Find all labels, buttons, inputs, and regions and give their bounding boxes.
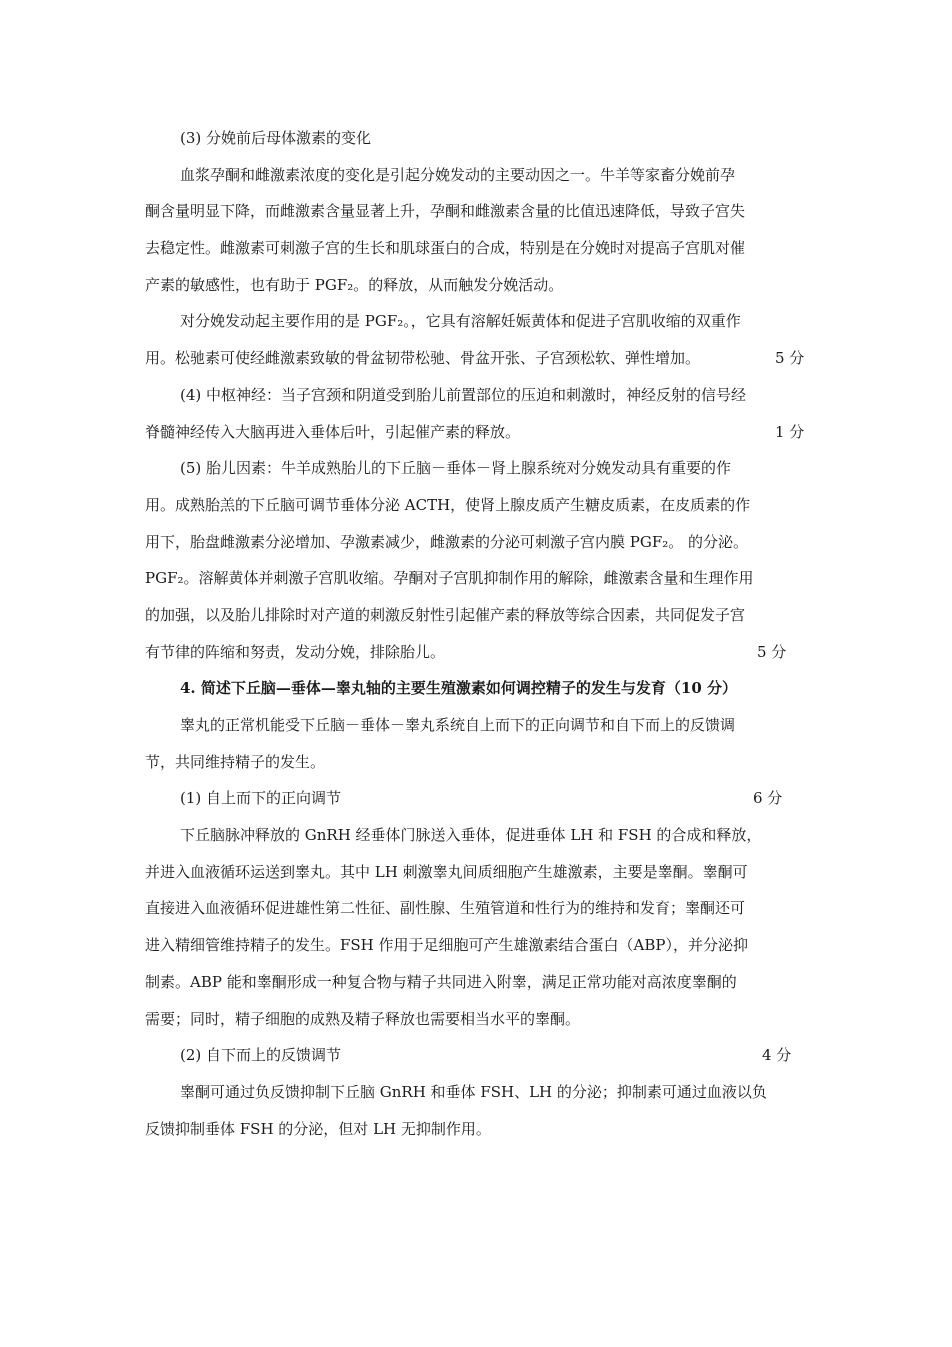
text-line [145,120,810,157]
line-text: 的加强，以及胎儿排除时对产道的刺激反射性引起催产素的释放等综合因素，共同促发子宫 [145,605,746,624]
text-line [145,230,810,267]
line-text: 去稳定性。雌激素可刺激子宫的生长和肌球蛋白的合成，特别是在分娩时对提高子宫肌对催 [145,239,746,258]
line-text: 血浆孕酮和雌激素浓度的变化是引起分娩发动的主要动因之一。牛羊等家畜分娩前孕 [180,165,736,184]
line-text: 对分娩发动起主要作用的是 PGF₂。，它具有溶解妊娠黄体和促进子宫肌收缩的双重作 [180,312,741,331]
line-text: 酮含量明显下降，而雌激素含量显著上升，孕酮和雌激素含量的比值迅速降低，导致子宫失 [145,202,746,221]
text-line [145,193,810,230]
text-line [145,597,810,634]
text-line [145,1037,810,1074]
text-line [145,707,810,744]
line-text: 节，共同维持精子的发生。 [145,752,326,771]
text-body [145,120,810,1147]
text-line [145,1074,810,1111]
text-line [145,340,810,377]
text-line [145,854,810,891]
line-text: 进入精细管维持精子的发生。FSH 作用于足细胞可产生雄激素结合蛋白（ABP），并分泌抑 [145,936,748,955]
score-label: 1 分 [775,422,805,441]
text-line [145,487,810,524]
text-line [145,157,810,194]
line-text: (3) 分娩前后母体激素的变化 [180,129,372,147]
line-text: 4. 简述下丘脑—垂体—睾丸轴的主要生殖激素如何调控精子的发生与发育（10 分） [180,679,737,698]
text-line [145,450,810,487]
score-label: 6 分 [753,789,783,808]
line-text: 用。松驰素可使经雌激素致敏的骨盆韧带松驰、骨盆开张、子宫颈松软、弹性增加。 [145,349,701,368]
text-line [145,634,810,671]
text-line [145,890,810,927]
text-line [145,1111,810,1148]
line-text: 下丘脑脉冲释放的 GnRH 经垂体门脉送入垂体，促进垂体 LH 和 FSH 的合成和释放， [180,826,762,845]
line-text: (5) 胎儿因素：牛羊成熟胎儿的下丘脑－垂体－肾上腺系统对分娩发动具有重要的作 [180,459,732,478]
text-line [145,524,810,561]
text-line [145,303,810,340]
text-line [145,817,810,854]
line-text: 产素的敏感性，也有助于 PGF₂。的释放，从而触发分娩活动。 [145,275,564,294]
line-text: 反馈抑制垂体 FSH 的分泌，但对 LH 无抑制作用。 [145,1119,491,1138]
text-line [145,1001,810,1038]
line-text: 制素。ABP 能和睾酮形成一种复合物与精子共同进入附睾，满足正常功能对高浓度睾酮的 [145,972,737,991]
text-line [145,927,810,964]
text-line [145,414,810,451]
line-text: 用下，胎盘雌激素分泌增加、孕激素减少，雌激素的分泌可刺激子宫内膜 PGF₂。 的分泌。 [145,532,749,551]
text-line [145,780,810,817]
text-line [145,560,810,597]
text-line [145,744,810,781]
text-line [145,267,810,304]
line-text: 睾酮可通过负反馈抑制下丘脑 GnRH 和垂体 FSH、LH 的分泌；抑制素可通过血液以负 [180,1082,767,1101]
text-line [145,377,810,414]
line-text: 直接进入血液循环促进雄性第二性征、副性腺、生殖管道和性行为的维持和发育；睾酮还可 [145,899,746,918]
score-label: 5 分 [775,349,805,368]
line-text: PGF₂。溶解黄体并刺激子宫肌收缩。孕酮对子宫肌抑制作用的解除，雌激素含量和生理作用 [145,569,754,588]
text-line [145,964,810,1001]
line-text: 脊髓神经传入大脑再进入垂体后叶，引起催产素的释放。 [145,422,521,441]
line-text: 并进入血液循环运送到睾丸。其中 LH 刺激睾丸间质细胞产生雄激素，主要是睾酮。睾酮可 [145,862,748,881]
document-page [145,120,810,1147]
score-label: 5 分 [757,642,787,661]
score-label: 4 分 [762,1046,792,1065]
line-text: 需要；同时，精子细胞的成熟及精子释放也需要相当水平的睾酮。 [145,1009,581,1028]
line-text: (1) 自上而下的正向调节 [180,789,342,808]
line-text: (2) 自下而上的反馈调节 [180,1046,342,1065]
line-text: 有节律的阵缩和努责，发动分娩，排除胎儿。 [145,642,446,661]
line-text: 睾丸的正常机能受下丘脑－垂体－睾丸系统自上而下的正向调节和自下而上的反馈调 [180,716,736,734]
line-text: (4) 中枢神经：当子宫颈和阴道受到胎儿前置部位的压迫和刺激时，神经反射的信号经 [180,385,747,404]
section-heading [145,670,810,707]
line-text: 用。成熟胎羔的下丘脑可调节垂体分泌 ACTH，使肾上腺皮质产生糖皮质素，在皮质素的作 [145,495,751,514]
